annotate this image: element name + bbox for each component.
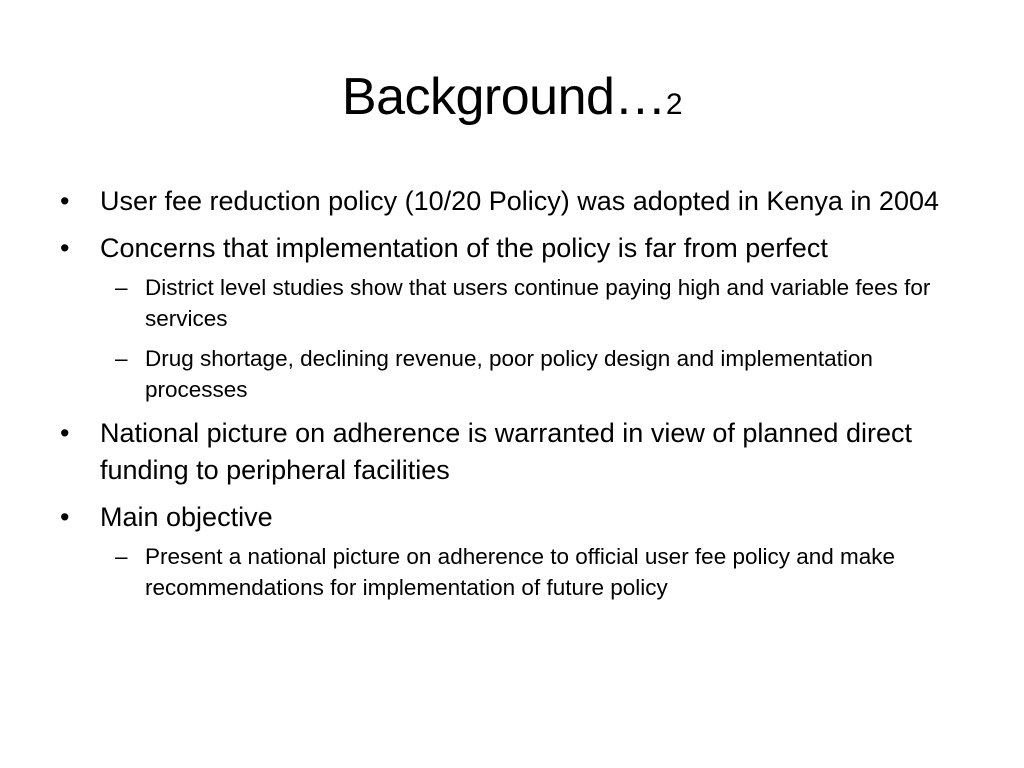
bullet-text: Concerns that implementation of the policy is far from perfect (100, 233, 828, 263)
bullet-text: User fee reduction policy (10/20 Policy) was adopted in Kenya in 2004 (100, 186, 939, 216)
bullet-text: National picture on adherence is warranted in view of planned direct funding to peripheral facilities (100, 418, 912, 485)
sub-bullet-item (100, 344, 970, 405)
sub-bullet-text: Drug shortage, declining revenue, poor policy design and implementation processes (145, 346, 873, 402)
bullet-list (60, 183, 970, 613)
bullet-item (60, 230, 970, 267)
bullet-icon: • (60, 186, 70, 216)
dash-icon: – (115, 346, 128, 371)
sub-bullet-item (100, 542, 970, 603)
slide-title (0, 62, 1024, 140)
slide-title-text: Background… (341, 68, 666, 126)
bullet-item (60, 499, 970, 536)
bullet-item (60, 183, 970, 220)
bullet-icon: • (60, 502, 70, 532)
sub-bullet-text: District level studies show that users continue paying high and variable fees for services (145, 275, 931, 331)
dash-icon: – (115, 544, 128, 569)
bullet-item (60, 415, 970, 489)
dash-icon: – (115, 275, 128, 300)
slide-title-suffix: 2 (665, 88, 683, 121)
sub-bullet-item (100, 273, 970, 334)
bullet-icon: • (60, 418, 70, 448)
bullet-icon: • (60, 233, 70, 263)
bullet-text: Main objective (100, 502, 273, 532)
sub-bullet-text: Present a national picture on adherence to official user fee policy and make recommendations for implementation of future policy (145, 544, 896, 600)
